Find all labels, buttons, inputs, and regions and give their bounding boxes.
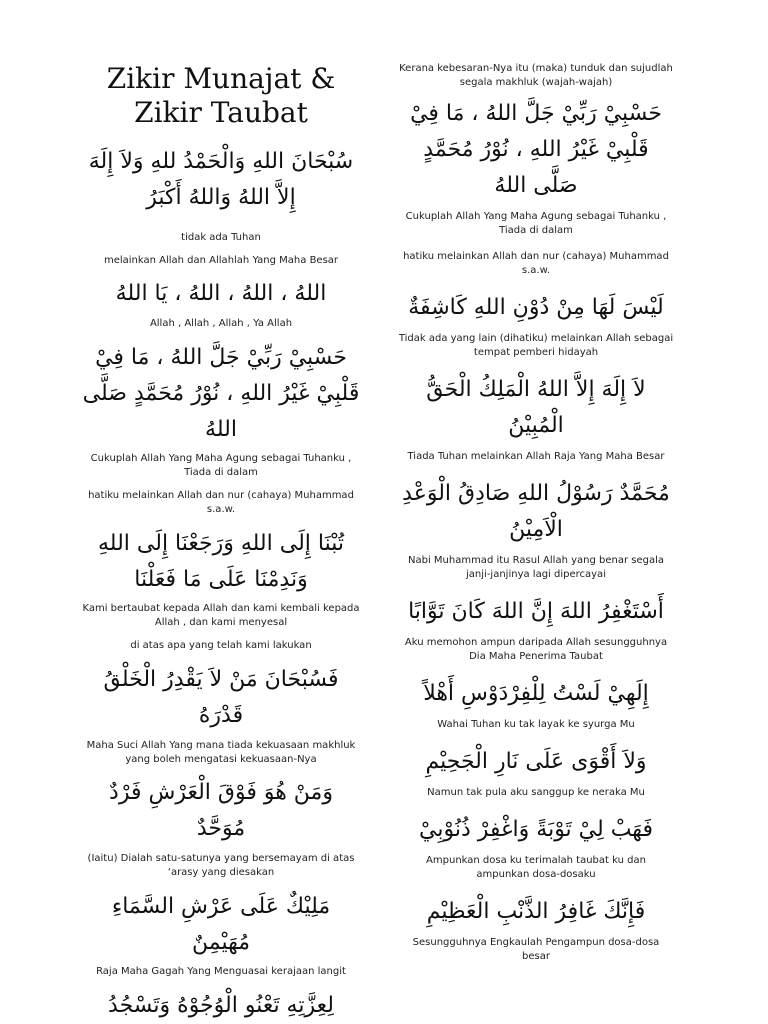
translation-line: Cukuplah Allah Yang Maha Agung sebagai Tuhanku , Tiada di dalam: [90, 453, 352, 479]
arabic-verse: إِلَهِيْ لَسْتُ لِلْفِرْدَوْسِ أَهْلاً: [423, 681, 649, 706]
arabic-verse: مُحَمَّدٌ رَسُوْلُ اللهِ صَادِقُ الْوَعْدِ الْاَمِيْنُ: [402, 481, 670, 542]
translation-line: Tidak ada yang lain (dihatiku) melainkan Allah sebagai tempat pemberi hidayah: [398, 333, 674, 358]
arabic-verse: لِعِزَّتِهِ تَعْنُو الْوُجُوْهُ وَتَسْجُدُ: [108, 992, 334, 1018]
translation-line: tidak ada Tuhan: [181, 231, 261, 243]
translation-line: Namun tak pula aku sanggup ke neraka Mu: [427, 787, 645, 798]
translation-line: Ampunkan dosa ku terimalah taubat ku dan ampunkan dosa-dosaku: [426, 855, 646, 880]
translation-line: Wahai Tuhan ku tak layak ke syurga Mu: [437, 719, 635, 730]
translation-line: Kami bertaubat kepada Allah dan kami kembali kepada Allah , dan kami menyesal: [82, 603, 360, 629]
arabic-verse: لاَ إِلَهَ إِلاَّ اللهُ الْمَلِكُ الْحَقُّ الْمُبِيْنُ: [426, 377, 646, 438]
arabic-verse: فَسُبْحَانَ مَنْ لاَ يَقْدِرُ الْخَلْقُ قَدْرَهُ: [103, 667, 339, 729]
arabic-verse: مَلِيْكٌ عَلَى عَرْشِ السَّمَاءِ مُهَيْمِنٌ: [111, 893, 331, 955]
translation-line: hatiku melainkan Allah dan nur (cahaya) Muhammad s.a.w.: [403, 251, 669, 276]
arabic-verse: سُبْحَانَ اللهِ وَالْحَمْدُ للهِ وَلاَ إِلَهَ إِلاَّ اللهُ وَاللهُ أَكْبَرُ: [88, 149, 354, 210]
page-title: Zikir Munajat & Zikir Taubat: [106, 62, 336, 129]
arabic-verse: حَسْبِيْ رَبِّيْ جَلَّ اللهُ ، مَا فِيْ قَلْبِيْ غَيْرُ اللهِ ، نُوْرُ مُحَمَّدٍ صَلَّى اللهُ: [82, 344, 360, 442]
translation-line: di atas apa yang telah kami lakukan: [130, 640, 312, 652]
translation-line: (Iaitu) Dialah satu-satunya yang bersemayam di atas ‘arasy yang diesakan: [87, 852, 355, 878]
arabic-verse: لَيْسَ لَهَا مِنْ دُوْنِ اللهِ كَاشِفَةٌ: [408, 295, 664, 320]
translation-line: Nabi Muhammad itu Rasul Allah yang benar segala janji-janjinya lagi dipercayai: [407, 555, 664, 580]
arabic-verse: فَإِنَّكَ غَافِرُ الذَّنْبِ الْعَظِيْمِ: [426, 899, 646, 924]
arabic-verse: فَهَبْ لِيْ تَوْبَةً وَاغْفِرْ ذُنُوْبِيْ: [419, 817, 653, 842]
translation-line: Maha Suci Allah Yang mana tiada kekuasaan makhluk yang boleh mengatasi kekuasaan-Nya: [86, 739, 356, 765]
right-column: [398, 0, 674, 1024]
translation-line: hatiku melainkan Allah dan nur (cahaya) Muhammad s.a.w.: [88, 490, 354, 516]
arabic-verse: أَسْتَغْفِرُ اللهَ إِنَّ اللهَ كَانَ تَوَّابًا: [408, 599, 664, 624]
arabic-verse: وَمَنْ هُوَ فَوْقَ الْعَرْشِ فَرْدٌ مُوَحَّدٌ: [109, 780, 333, 842]
arabic-verse: تُبْنَا إِلَى اللهِ وَرَجَعْنَا إِلَى اللهِ وَنَدِمْنَا عَلَى مَا فَعَلْنَا: [98, 530, 344, 592]
arabic-verse: حَسْبِيْ رَبِّيْ جَلَّ اللهُ ، مَا فِيْ قَلْبِيْ غَيْرُ اللهِ ، نُوْرُ مُحَمَّدٍ صَلَّى اللهُ: [410, 101, 662, 198]
translation-line: melainkan Allah dan Allahlah Yang Maha Besar: [103, 254, 339, 266]
translation-line: Sesungguhnya Engkaulah Pengampun dosa-dosa besar: [412, 937, 660, 962]
translation-line: Kerana kebesaran-Nya itu (maka) tunduk dan sujudlah segala makhluk (wajah-wajah): [399, 63, 673, 88]
translation-line: Aku memohon ampun daripada Allah sesungguhnya Dia Maha Penerima Taubat: [404, 637, 668, 662]
translation-line: Raja Maha Gagah Yang Menguasai kerajaan langit: [96, 966, 346, 978]
translation-line: Allah , Allah , Allah , Ya Allah: [149, 317, 293, 329]
arabic-verse: وَلاَ أَقْوَى عَلَى نَارِ الْجَحِيْمِ: [425, 749, 647, 774]
translation-line: Cukuplah Allah Yang Maha Agung sebagai Tuhanku , Tiada di dalam: [405, 211, 667, 236]
translation-line: Tiada Tuhan melainkan Allah Raja Yang Maha Besar: [407, 451, 665, 462]
arabic-verse: اللهُ ، اللهُ ، اللهُ ، يَا اللهُ: [115, 281, 327, 307]
left-column: [82, 0, 360, 1024]
